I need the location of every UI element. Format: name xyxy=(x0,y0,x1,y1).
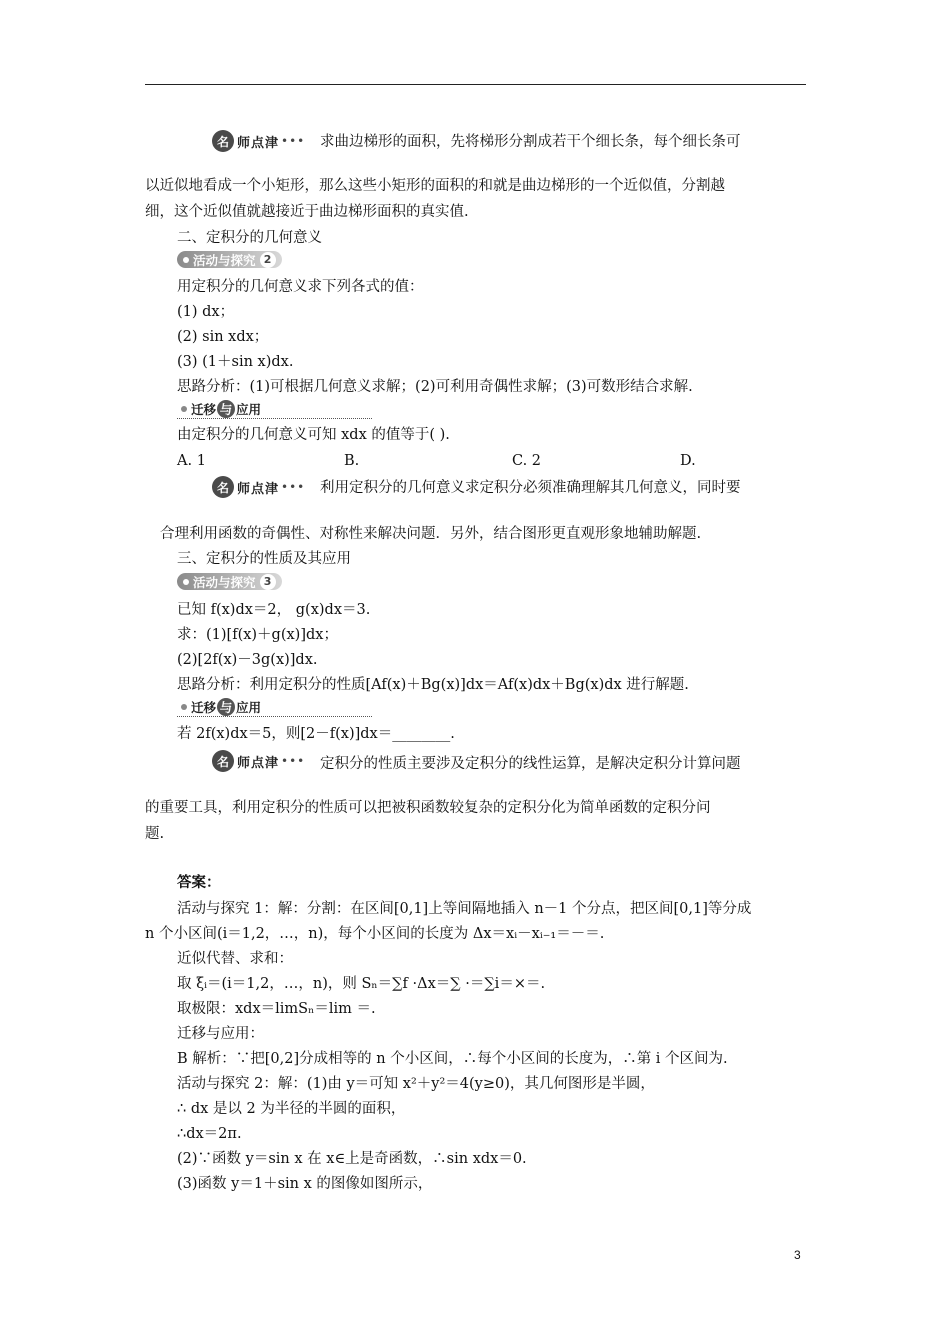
tip3-line1: 定积分的性质主要涉及定积分的线性运算，是解决定积分计算问题 xyxy=(320,756,741,772)
header-rule xyxy=(145,84,806,85)
tip2-line1: 利用定积分的几何意义求定积分必须准确理解其几何意义，同时要 xyxy=(320,480,741,496)
answer-line-6: 迁移与应用： xyxy=(177,1026,264,1042)
answer-line-4: 取 ξᵢ＝(i＝1,2，…，n)，则 Sₙ＝∑f ·Δx＝∑ ·＝∑i＝×＝. xyxy=(177,976,546,992)
answer-line-12: (3)函数 y＝1＋sin x 的图像如图所示， xyxy=(177,1176,433,1192)
badge-dots: ••• xyxy=(281,480,306,494)
answer-line-9: ∴ dx 是以 2 为半径的半圆的面积， xyxy=(177,1101,406,1117)
badge-mark: 名 xyxy=(212,750,234,772)
t2-option-b: B. xyxy=(344,453,360,469)
activity-tag-3 xyxy=(177,573,282,590)
answer-line-11: (2)∵函数 y＝sin x 在 x∈上是奇函数，∴sin xdx＝0. xyxy=(177,1151,527,1167)
q3-ask1: 求：(1)[f(x)＋g(x)]dx； xyxy=(177,627,338,643)
tip1-line3: 细，这个近似值就越接近于曲边梯形面积的真实值. xyxy=(145,204,469,220)
q3-ask2: (2)[2f(x)－3g(x)]dx. xyxy=(177,652,318,668)
transfer-tag xyxy=(177,698,372,717)
tip3-line3: 题. xyxy=(145,826,165,842)
badge-mark: 名 xyxy=(212,130,234,152)
answer-line-5: 取极限：xdx＝limSₙ＝lim ＝. xyxy=(177,1001,376,1017)
tip-badge xyxy=(212,130,316,152)
tip1-line1: 求曲边梯形的面积，先将梯形分割成若干个细长条，每个细长条可 xyxy=(320,134,741,150)
q2-intro: 用定积分的几何意义求下列各式的值： xyxy=(177,279,424,295)
transfer-label-b: 应用 xyxy=(236,402,262,417)
bullet-icon xyxy=(183,579,189,585)
tip2-line2: 合理利用函数的奇偶性、对称性来解决问题．另外，结合图形更直观形象地辅助解题. xyxy=(160,526,702,542)
transfer-label-a: 迁移 xyxy=(191,402,217,417)
activity-number: 2 xyxy=(260,252,276,268)
t2-option-c: C. 2 xyxy=(512,453,542,469)
q2-analysis: 思路分析：(1)可根据几何意义求解；(2)可利用奇偶性求解；(3)可数形结合求解. xyxy=(177,379,693,395)
badge-label: 师点津 xyxy=(237,135,280,151)
transfer-label-mid: 与 xyxy=(217,400,235,418)
activity-label: 活动与探究 xyxy=(193,252,256,268)
tip1-line2: 以近似地看成一个小矩形，那么这些小矩形的面积的和就是曲边梯形的一个近似值，分割越 xyxy=(145,178,725,194)
transfer-label-b: 应用 xyxy=(236,700,262,715)
transfer-tag xyxy=(177,400,372,419)
t2-option-d: D. xyxy=(680,453,696,469)
q3-analysis: 思路分析：利用定积分的性质[Af(x)＋Bg(x)]dx＝Af(x)dx＋Bg(x)dx 进行解题. xyxy=(177,677,689,693)
transfer-label-mid: 与 xyxy=(217,698,235,716)
tip3-line2: 的重要工具，利用定积分的性质可以把被积函数较复杂的定积分化为简单函数的定积分问 xyxy=(145,800,711,816)
answer-line-7: B 解析：∵把[0,2]分成相等的 n 个小区间，∴每个小区间的长度为，∴第 i 个区间为. xyxy=(177,1051,728,1067)
q2-item2: (2) sin xdx； xyxy=(177,329,269,345)
section3-title: 三、定积分的性质及其应用 xyxy=(177,551,351,567)
bullet-icon xyxy=(181,704,187,710)
answers-title: 答案： xyxy=(177,875,221,891)
bullet-icon xyxy=(181,406,187,412)
answer-line-2: n 个小区间(i＝1,2，…，n)，每个小区间的长度为 Δx＝xᵢ－xᵢ₋₁＝－＝. xyxy=(145,926,605,942)
activity-label: 活动与探究 xyxy=(193,574,256,590)
badge-dots: ••• xyxy=(281,134,306,148)
badge-label: 师点津 xyxy=(237,481,280,497)
t2-option-a: A. 1 xyxy=(177,453,206,469)
page-number: 3 xyxy=(794,1248,801,1262)
q2-item1: (1) dx； xyxy=(177,304,235,320)
bullet-icon xyxy=(183,257,189,263)
tip-badge xyxy=(212,476,316,498)
answer-line-3: 近似代替、求和： xyxy=(177,951,293,967)
badge-dots: ••• xyxy=(281,754,306,768)
section2-title: 二、定积分的几何意义 xyxy=(177,230,322,246)
activity-tag-2 xyxy=(177,251,282,268)
transfer-label-a: 迁移 xyxy=(191,700,217,715)
badge-mark: 名 xyxy=(212,476,234,498)
q2-item3: (3) (1＋sin x)dx. xyxy=(177,354,294,370)
badge-label: 师点津 xyxy=(237,755,280,771)
answer-line-1: 活动与探究 1：解：分割：在区间[0,1]上等间隔地插入 n－1 个分点，把区间[0,1]等分成 xyxy=(177,901,752,917)
answer-line-8: 活动与探究 2：解：(1)由 y＝可知 x²＋y²＝4(y≥0)，其几何图形是半圆， xyxy=(177,1076,655,1092)
q3-given: 已知 f(x)dx＝2， g(x)dx＝3. xyxy=(177,602,371,618)
activity-number: 3 xyxy=(260,574,276,590)
tip-badge xyxy=(212,750,316,772)
t3-question: 若 2f(x)dx＝5，则[2－f(x)]dx＝________. xyxy=(177,726,455,742)
t2-question: 由定积分的几何意义可知 xdx 的值等于( ). xyxy=(177,427,450,443)
answer-line-10: ∴dx＝2π. xyxy=(177,1126,242,1142)
